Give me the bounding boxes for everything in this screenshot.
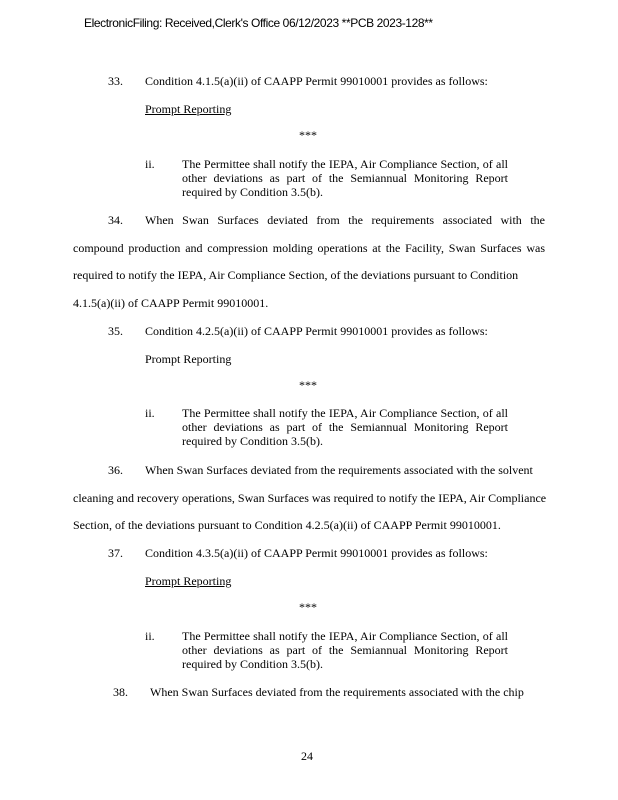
separator: *** [299, 128, 317, 142]
paragraph-text: Condition 4.3.5(a)(ii) of CAAPP Permit 99010001 provides as follows: [145, 546, 488, 560]
paragraph-line: When Swan Surfaces deviated from the requirements associated with the chip [150, 685, 524, 699]
separator: *** [299, 378, 317, 392]
paragraph-line: When Swan Surfaces deviated from the requirements associated with the [145, 213, 545, 227]
quote-marker: ii. [145, 157, 155, 171]
section-heading: Prompt Reporting [145, 352, 232, 366]
paragraph-line: cleaning and recovery operations, Swan Surfaces was required to notify the IEPA, Air Compliance [73, 491, 547, 505]
section-heading: Prompt Reporting [145, 574, 232, 588]
paragraph-line: compound production and compression molding operations at the Facility, Swan Surfaces was [73, 241, 545, 255]
paragraph-number: 36. [108, 463, 123, 477]
paragraph-text: Condition 4.1.5(a)(ii) of CAAPP Permit 99010001 provides as follows: [145, 74, 488, 88]
paragraph-line: 4.1.5(a)(ii) of CAAPP Permit 99010001. [73, 296, 269, 310]
paragraph-number: 35. [108, 324, 123, 338]
page-number: 24 [301, 749, 313, 763]
paragraph-number: 33. [108, 74, 123, 88]
filing-header: ElectronicFiling: Received,Clerk's Office 06/12/2023 **PCB 2023-128** [84, 16, 433, 30]
paragraph-number: 37. [108, 546, 123, 560]
quoted-condition: The Permittee shall notify the IEPA, Air Compliance Section, of all other deviations as part of the Semiannual Monitoring Report required by Condition 3.5(b). [182, 406, 508, 449]
paragraph-line: When Swan Surfaces deviated from the requirements associated with the solvent [145, 463, 533, 477]
paragraph-text: Condition 4.2.5(a)(ii) of CAAPP Permit 99010001 provides as follows: [145, 324, 488, 338]
separator: *** [299, 600, 317, 614]
quoted-condition: The Permittee shall notify the IEPA, Air Compliance Section, of all other deviations as part of the Semiannual Monitoring Report required by Condition 3.5(b). [182, 629, 508, 672]
paragraph-line: required to notify the IEPA, Air Compliance Section, of the deviations pursuant to Condition [73, 268, 519, 282]
paragraph-number: 38. [113, 685, 128, 699]
quote-marker: ii. [145, 629, 155, 643]
paragraph-number: 34. [108, 213, 123, 227]
quoted-condition: The Permittee shall notify the IEPA, Air Compliance Section, of all other deviations as part of the Semiannual Monitoring Report required by Condition 3.5(b). [182, 157, 508, 200]
paragraph-line: Section, of the deviations pursuant to Condition 4.2.5(a)(ii) of CAAPP Permit 99010001. [73, 518, 501, 532]
section-heading: Prompt Reporting [145, 102, 232, 116]
quote-marker: ii. [145, 406, 155, 420]
